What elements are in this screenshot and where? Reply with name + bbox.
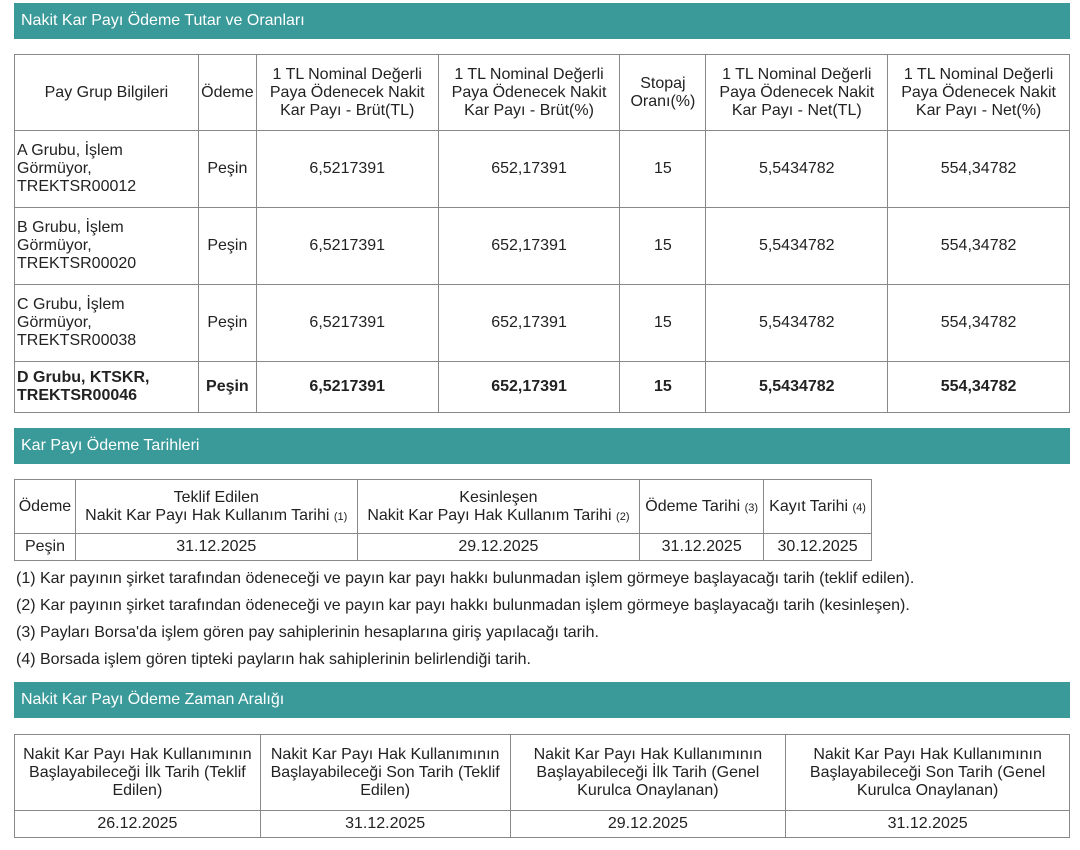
table-row — [15, 811, 1070, 838]
odeme-tarihi-label: Ödeme Tarihi — [645, 497, 741, 515]
pay-grup-cell: B Grubu, İşlem Görmüyor, TREKTSR00020 — [15, 208, 199, 285]
net-tl-cell: 5,5434782 — [706, 362, 888, 413]
col-header-brut-pct: 1 TL Nominal Değerli Paya Ödenecek Nakit Kar Payı - Brüt(%) — [438, 55, 620, 131]
col-header-ilk-tarih-teklif: Nakit Kar Payı Hak Kullanımının Başlayabileceği İlk Tarih (Teklif Edilen) — [15, 735, 261, 811]
section-title-tutar-oranlari: Nakit Kar Payı Ödeme Tutar ve Oranları — [14, 3, 1070, 39]
teklif-hak-kullanim-label: Nakit Kar Payı Hak Kullanım Tarihi — [85, 506, 330, 524]
brut-pct-cell: 652,17391 — [438, 285, 620, 362]
col-header-brut-tl: 1 TL Nominal Değerli Paya Ödenecek Nakit Kar Payı - Brüt(TL) — [256, 55, 438, 131]
table-header-row — [15, 55, 1070, 131]
odeme-tarihi-cell: 31.12.2025 — [640, 534, 764, 561]
col-header-son-tarih-onaylanan: Nakit Kar Payı Hak Kullanımının Başlayabileceği Son Tarih (Genel Kurulca Onaylanan) — [786, 735, 1070, 811]
col-header-kayit-tarihi — [764, 480, 872, 534]
ilk-tarih-onaylanan-cell: 29.12.2025 — [510, 811, 786, 838]
table-header-row — [15, 480, 872, 534]
col-header-odeme: Ödeme — [15, 480, 76, 534]
col-header-teklif-edilen — [75, 480, 357, 534]
col-header-net-pct: 1 TL Nominal Değerli Paya Ödenecek Nakit Kar Payı - Net(%) — [888, 55, 1070, 131]
col-header-pay-grup: Pay Grup Bilgileri — [15, 55, 199, 131]
dividend-amount-table — [14, 54, 1070, 413]
odeme-cell: Peşin — [198, 208, 256, 285]
net-pct-cell: 554,34782 — [888, 362, 1070, 413]
payment-dates-table — [14, 479, 872, 561]
net-tl-cell: 5,5434782 — [706, 285, 888, 362]
table-row — [15, 534, 872, 561]
pay-grup-cell: C Grubu, İşlem Görmüyor, TREKTSR00038 — [15, 285, 199, 362]
footnote-2: (2) Kar payının şirket tarafından ödeneceği ve payın kar payı hakkı bulunmadan işlem görmeye başlayacağı tarih (kesinleşen). — [16, 597, 910, 614]
net-tl-cell: 5,5434782 — [706, 208, 888, 285]
son-tarih-onaylanan-cell: 31.12.2025 — [786, 811, 1070, 838]
footnote-1: (1) Kar payının şirket tarafından ödeneceği ve payın kar payı hakkı bulunmadan işlem görmeye başlayacağı tarih (teklif edilen). — [16, 570, 915, 587]
table-header-row — [15, 735, 1070, 811]
stopaj-cell: 15 — [620, 208, 706, 285]
net-pct-cell: 554,34782 — [888, 131, 1070, 208]
col-header-ilk-tarih-onaylanan: Nakit Kar Payı Hak Kullanımının Başlayabileceği İlk Tarih (Genel Kurulca Onaylanan) — [510, 735, 786, 811]
brut-tl-cell: 6,5217391 — [256, 285, 438, 362]
odeme-cell: Peşin — [198, 285, 256, 362]
table-row — [15, 285, 1070, 362]
brut-tl-cell: 6,5217391 — [256, 362, 438, 413]
kayit-tarihi-label: Kayıt Tarihi — [769, 497, 849, 515]
col-header-net-tl: 1 TL Nominal Değerli Paya Ödenecek Nakit Kar Payı - Net(TL) — [706, 55, 888, 131]
section-title-odeme-tarihleri: Kar Payı Ödeme Tarihleri — [14, 428, 1070, 464]
footnotes — [16, 565, 914, 673]
table-row — [15, 208, 1070, 285]
kesin-tarih-cell: 29.12.2025 — [357, 534, 640, 561]
odeme-cell: Peşin — [15, 534, 76, 561]
brut-tl-cell: 6,5217391 — [256, 131, 438, 208]
teklif-edilen-label: Teklif Edilen — [173, 488, 259, 506]
brut-tl-cell: 6,5217391 — [256, 208, 438, 285]
footnote-ref-1: (1) — [333, 510, 348, 523]
pay-grup-cell: A Grubu, İşlem Görmüyor, TREKTSR00012 — [15, 131, 199, 208]
odeme-cell: Peşin — [198, 131, 256, 208]
odeme-cell: Peşin — [198, 362, 256, 413]
son-tarih-teklif-cell: 31.12.2025 — [260, 811, 510, 838]
net-tl-cell: 5,5434782 — [706, 131, 888, 208]
brut-pct-cell: 652,17391 — [438, 208, 620, 285]
col-header-son-tarih-teklif: Nakit Kar Payı Hak Kullanımının Başlayabileceği Son Tarih (Teklif Edilen) — [260, 735, 510, 811]
kayit-tarihi-cell: 30.12.2025 — [764, 534, 872, 561]
footnote-ref-3: (3) — [744, 501, 759, 514]
kesin-hak-kullanim-label: Nakit Kar Payı Hak Kullanım Tarihi — [367, 506, 612, 524]
table-row — [15, 131, 1070, 208]
net-pct-cell: 554,34782 — [888, 285, 1070, 362]
col-header-odeme: Ödeme — [198, 55, 256, 131]
brut-pct-cell: 652,17391 — [438, 362, 620, 413]
footnote-ref-4: (4) — [852, 501, 866, 514]
brut-pct-cell: 652,17391 — [438, 131, 620, 208]
section-title-zaman-araligi: Nakit Kar Payı Ödeme Zaman Aralığı — [14, 682, 1070, 718]
teklif-tarih-cell: 31.12.2025 — [75, 534, 357, 561]
table-row — [15, 362, 1070, 413]
kesinlesen-label: Kesinleşen — [459, 488, 538, 506]
footnote-ref-2: (2) — [616, 510, 630, 523]
payment-period-table — [14, 734, 1070, 838]
pay-grup-cell: D Grubu, KTSKR, TREKTSR00046 — [15, 362, 199, 413]
col-header-odeme-tarihi — [640, 480, 764, 534]
stopaj-cell: 15 — [620, 285, 706, 362]
stopaj-cell: 15 — [620, 362, 706, 413]
col-header-stopaj: Stopaj Oranı(%) — [620, 55, 706, 131]
footnote-3: (3) Payları Borsa'da işlem gören pay sahiplerinin hesaplarına giriş yapılacağı tarih. — [16, 624, 599, 641]
footnote-4: (4) Borsada işlem gören tipteki payların hak sahiplerinin belirlendiği tarih. — [16, 651, 531, 668]
ilk-tarih-teklif-cell: 26.12.2025 — [15, 811, 261, 838]
net-pct-cell: 554,34782 — [888, 208, 1070, 285]
stopaj-cell: 15 — [620, 131, 706, 208]
col-header-kesinlesen — [357, 480, 640, 534]
